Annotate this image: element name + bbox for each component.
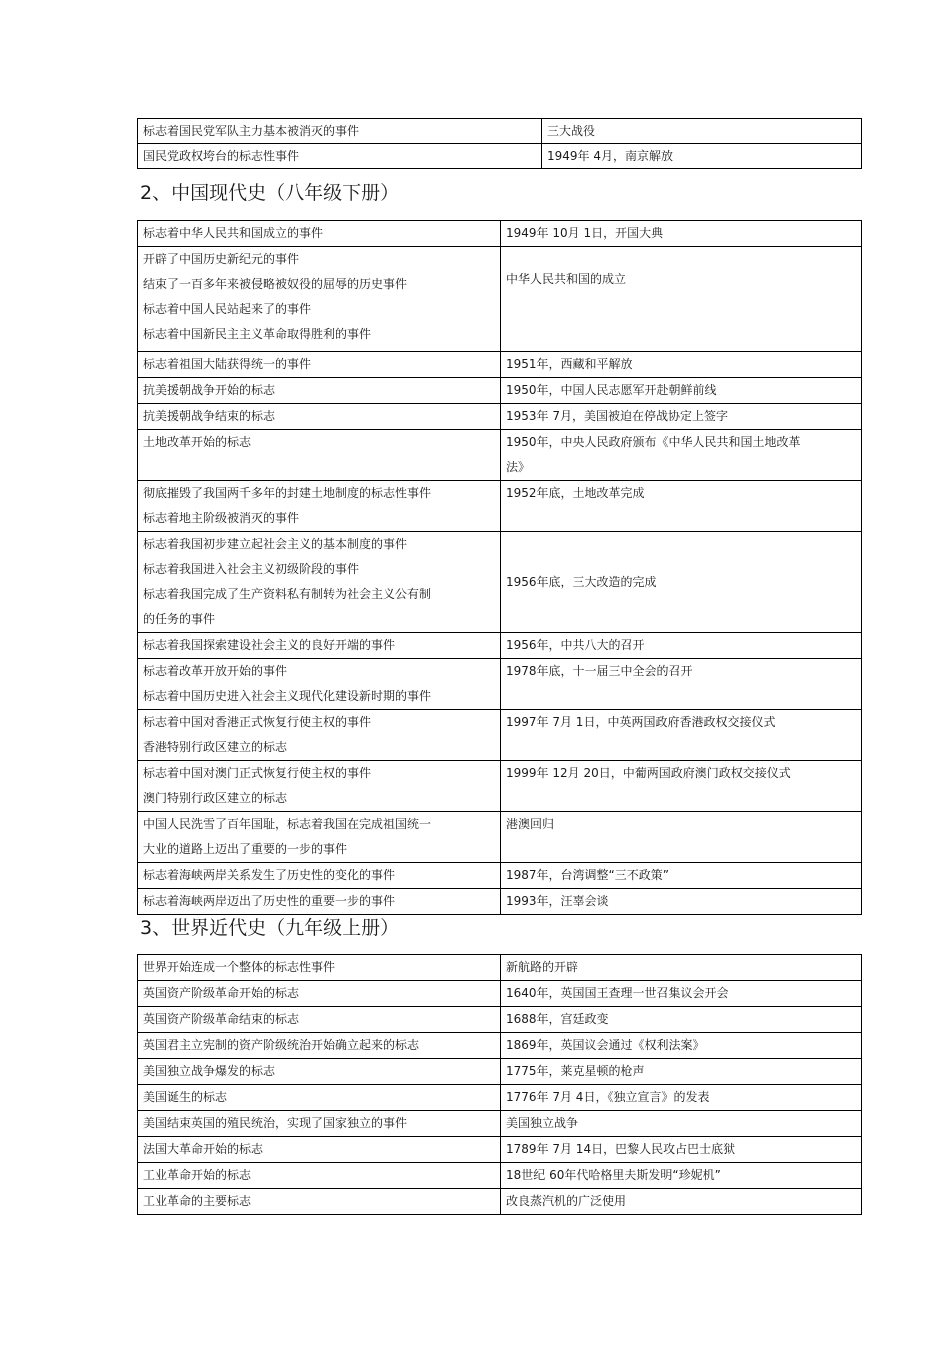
- right-cell: 中华人民共和国的成立: [501, 247, 862, 352]
- table-row: [138, 221, 862, 247]
- table-row: [138, 761, 862, 812]
- table-row: [138, 1111, 862, 1137]
- right-cell: 1789年 7月 14日，巴黎人民攻占巴士底狱: [501, 1137, 862, 1163]
- table-row: [138, 481, 862, 532]
- table-row: [138, 710, 862, 761]
- left-cell: 彻底摧毁了我国两千多年的封建土地制度的标志性事件 标志着地主阶级被消灭的事件: [138, 481, 501, 532]
- right-cell: 1997年 7月 1日，中英两国政府香港政权交接仪式: [501, 710, 862, 761]
- table-row: [138, 1033, 862, 1059]
- left-cell: 英国君主立宪制的资产阶级统治开始确立起来的标志: [138, 1033, 501, 1059]
- left-cell: 工业革命开始的标志: [138, 1163, 501, 1189]
- left-cell: 美国结束英国的殖民统治，实现了国家独立的事件: [138, 1111, 501, 1137]
- table-row: [138, 404, 862, 430]
- left-cell: 国民党政权垮台的标志性事件: [138, 144, 542, 169]
- table-row: [138, 863, 862, 889]
- table-row: [138, 1163, 862, 1189]
- left-cell: 标志着海峡两岸关系发生了历史性的变化的事件: [138, 863, 501, 889]
- table-row: [138, 1059, 862, 1085]
- table-row: [138, 889, 862, 915]
- left-cell: 土地改革开始的标志: [138, 430, 501, 481]
- table-row: [138, 1007, 862, 1033]
- left-cell: 抗美援朝战争开始的标志: [138, 378, 501, 404]
- left-cell: 标志着中国对香港正式恢复行使主权的事件 香港特别行政区建立的标志: [138, 710, 501, 761]
- left-cell: 标志着我国探索建设社会主义的良好开端的事件: [138, 633, 501, 659]
- right-cell: 1640年，英国国王查理一世召集议会开会: [501, 981, 862, 1007]
- right-cell: 1951年，西藏和平解放: [501, 352, 862, 378]
- right-cell: 1776年 7月 4日，《独立宣言》的发表: [501, 1085, 862, 1111]
- right-cell: 三大战役: [542, 119, 862, 144]
- section-2-heading: 2、中国现代史（八年级下册）: [140, 182, 400, 204]
- right-cell: 1952年底，土地改革完成: [501, 481, 862, 532]
- left-cell: 标志着国民党军队主力基本被消灭的事件: [138, 119, 542, 144]
- table-row: [138, 659, 862, 710]
- right-cell: 1953年 7月，美国被迫在停战协定上签字: [501, 404, 862, 430]
- left-cell: 标志着我国初步建立起社会主义的基本制度的事件 标志着我国进入社会主义初级阶段的事件 标志着我国完成了生产资料私有制转为社会主义公有制 的任务的事件: [138, 532, 501, 633]
- right-cell: 港澳回归: [501, 812, 862, 863]
- left-cell: 工业革命的主要标志: [138, 1189, 501, 1215]
- section-3-heading: 3、世界近代史（九年级上册）: [140, 917, 400, 939]
- right-cell: 1978年底，十一届三中全会的召开: [501, 659, 862, 710]
- table-row: [138, 633, 862, 659]
- left-cell: 开辟了中国历史新纪元的事件 结束了一百多年来被侵略被奴役的屈辱的历史事件 标志着中国人民站起来了的事件 标志着中国新民主主义革命取得胜利的事件: [138, 247, 501, 352]
- left-cell: 中国人民洗雪了百年国耻，标志着我国在完成祖国统一 大业的道路上迈出了重要的一步的事件: [138, 812, 501, 863]
- left-cell: 法国大革命开始的标志: [138, 1137, 501, 1163]
- right-cell: 1949年 4月，南京解放: [542, 144, 862, 169]
- left-cell: 美国诞生的标志: [138, 1085, 501, 1111]
- left-cell: 标志着海峡两岸迈出了历史性的重要一步的事件: [138, 889, 501, 915]
- right-cell: 1950年，中国人民志愿军开赴朝鲜前线: [501, 378, 862, 404]
- left-cell: 抗美援朝战争结束的标志: [138, 404, 501, 430]
- left-cell: 标志着改革开放开始的事件 标志着中国历史进入社会主义现代化建设新时期的事件: [138, 659, 501, 710]
- right-cell: 1987年，台湾调整“三不政策”: [501, 863, 862, 889]
- left-cell: 英国资产阶级革命结束的标志: [138, 1007, 501, 1033]
- table-row: [138, 812, 862, 863]
- left-cell: 美国独立战争爆发的标志: [138, 1059, 501, 1085]
- table-row: [138, 532, 862, 633]
- left-cell: 英国资产阶级革命开始的标志: [138, 981, 501, 1007]
- table-row: [138, 955, 862, 981]
- right-cell: 改良蒸汽机的广泛使用: [501, 1189, 862, 1215]
- right-cell: 1949年 10月 1日，开国大典: [501, 221, 862, 247]
- table-row: [138, 981, 862, 1007]
- right-cell: 1775年，莱克星顿的枪声: [501, 1059, 862, 1085]
- left-cell: 标志着中华人民共和国成立的事件: [138, 221, 501, 247]
- table-row: [138, 247, 862, 352]
- right-cell: 美国独立战争: [501, 1111, 862, 1137]
- table-row: [138, 378, 862, 404]
- table-3: [137, 954, 862, 1215]
- left-cell: 世界开始连成一个整体的标志性事件: [138, 955, 501, 981]
- right-cell: 1993年，汪辜会谈: [501, 889, 862, 915]
- table-2: [137, 220, 862, 915]
- right-cell: 1950年，中央人民政府颁布《中华人民共和国土地改革 法》: [501, 430, 862, 481]
- table-row: [138, 119, 862, 144]
- table-row: [138, 1189, 862, 1215]
- table-1: [137, 118, 862, 169]
- table-row: [138, 144, 862, 169]
- table-row: [138, 1137, 862, 1163]
- left-cell: 标志着祖国大陆获得统一的事件: [138, 352, 501, 378]
- right-cell: 1688年，宫廷政变: [501, 1007, 862, 1033]
- right-cell: 1956年，中共八大的召开: [501, 633, 862, 659]
- right-cell: 1956年底，三大改造的完成: [501, 532, 862, 633]
- right-cell: 18世纪 60年代哈格里夫斯发明“珍妮机”: [501, 1163, 862, 1189]
- table-row: [138, 430, 862, 481]
- table-row: [138, 1085, 862, 1111]
- right-cell: 新航路的开辟: [501, 955, 862, 981]
- right-cell: 1869年，英国议会通过《权利法案》: [501, 1033, 862, 1059]
- right-cell: 1999年 12月 20日，中葡两国政府澳门政权交接仪式: [501, 761, 862, 812]
- table-row: [138, 352, 862, 378]
- left-cell: 标志着中国对澳门正式恢复行使主权的事件 澳门特别行政区建立的标志: [138, 761, 501, 812]
